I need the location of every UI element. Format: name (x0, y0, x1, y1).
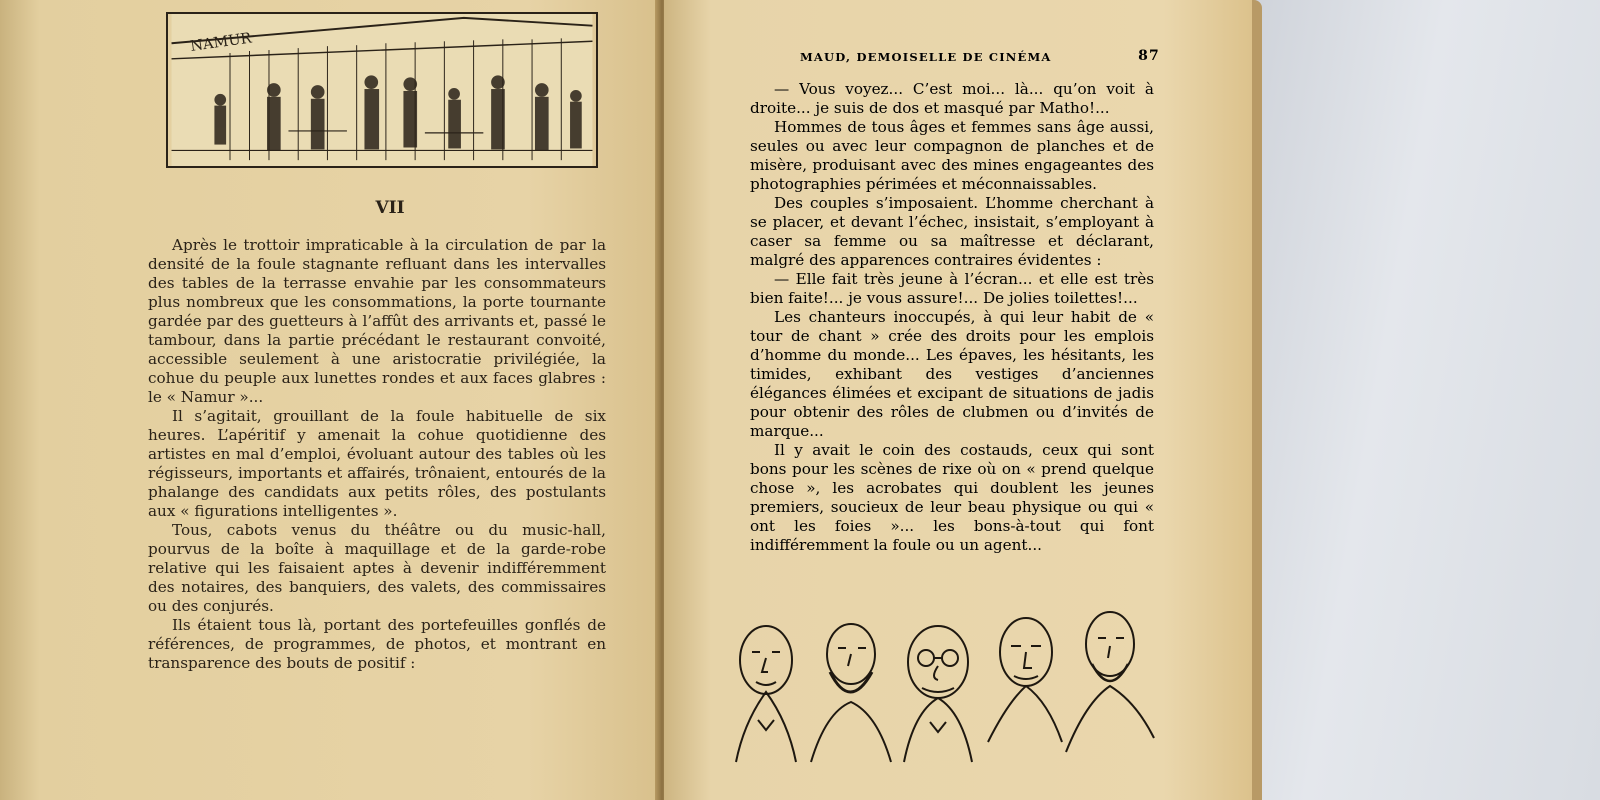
paragraph: Des couples s’imposaient. L’homme cherchant à se placer, et devant l’échec, insistait, s’employant à caser sa femme ou sa maîtresse et déclarant, malgré des apparences contraires évidentes : (750, 194, 1154, 269)
paragraph: — Elle fait très jeune à l’écran... et elle est très bien faite!... je vous assure!... De jolies toilettes!... (750, 270, 1154, 307)
background-cloth (1250, 0, 1600, 800)
paragraph: Après le trottoir impraticable à la circulation de par la densité de la foule stagnante refluant dans les intervalles des tables de la terrasse envahie par les consommateurs plus nombreux que les consommations, la porte tournante gardée par des guetteurs à l’affût des arrivants et, passé le tambour, dans la partie précédant le restaurant convoité, accessible seulement à une aristocratie privilégiée, la cohue du peuple aux lunettes rondes et aux faces glabres : le « Namur »... (148, 236, 606, 406)
paragraph: Il s’agitait, grouillant de la foule habituelle de six heures. L’apéritif y amenait la cohue quotidienne des artistes en mal d’emploi, évoluant autour des tables où les régisseurs, importants et affairés, trônaient, entourés de la phalange des candidats aux petits rôles, des postulants aux « figurations intelligentes ». (148, 407, 606, 520)
left-page (0, 0, 660, 800)
running-header (800, 48, 1160, 68)
left-page-text (148, 236, 606, 673)
paragraph: Tous, cabots venus du théâtre ou du music-hall, pourvus de la boîte à maquillage et de la garde-robe relative qui les faisaient aptes à devenir indifféremment des notaires, des banquiers, des valets, des commissaires ou des conjurés. (148, 521, 606, 615)
caricature-faces-illustration (726, 602, 1162, 772)
paragraph: — Vous voyez... C’est moi... là... qu’on voit à droite... je suis de dos et masqué par Matho!... (750, 80, 1154, 117)
chapter-number: VII (375, 198, 405, 218)
namur-sign: NAMUR (189, 29, 253, 55)
cafe-crowd-illustration (166, 12, 598, 168)
right-page-text (750, 80, 1154, 555)
paragraph: Il y avait le coin des costauds, ceux qui sont bons pour les scènes de rixe où on « prend quelque chose », les acrobates qui doublent les jeunes premiers, soucieux de leur beau physique ou qui « ont les foies »... les bons-à-tout qui font indifféremment la foule ou un agent... (750, 441, 1154, 554)
page-number: 87 (1138, 48, 1160, 64)
paragraph: Ils étaient tous là, portant des portefeuilles gonflés de références, de programmes, de photos, et montrant en transparence des bouts de positif : (148, 616, 606, 672)
running-title: MAUD, DEMOISELLE DE CINÉMA (800, 50, 1052, 64)
paragraph: Hommes de tous âges et femmes sans âge aussi, seules ou avec leur compagnon de planches et de misère, produisant avec des mines engageantes des photographies périmées et méconnaissables. (750, 118, 1154, 193)
paragraph: Les chanteurs inoccupés, à qui leur habit de « tour de chant » crée des droits pour les emplois d’homme du monde... Les épaves, les hésitants, les timides, exhibant des vestiges d’anciennes élégances élimées et excipant de situations de jadis pour obtenir des rôles de clubmen ou d’invités de marque... (750, 308, 1154, 440)
